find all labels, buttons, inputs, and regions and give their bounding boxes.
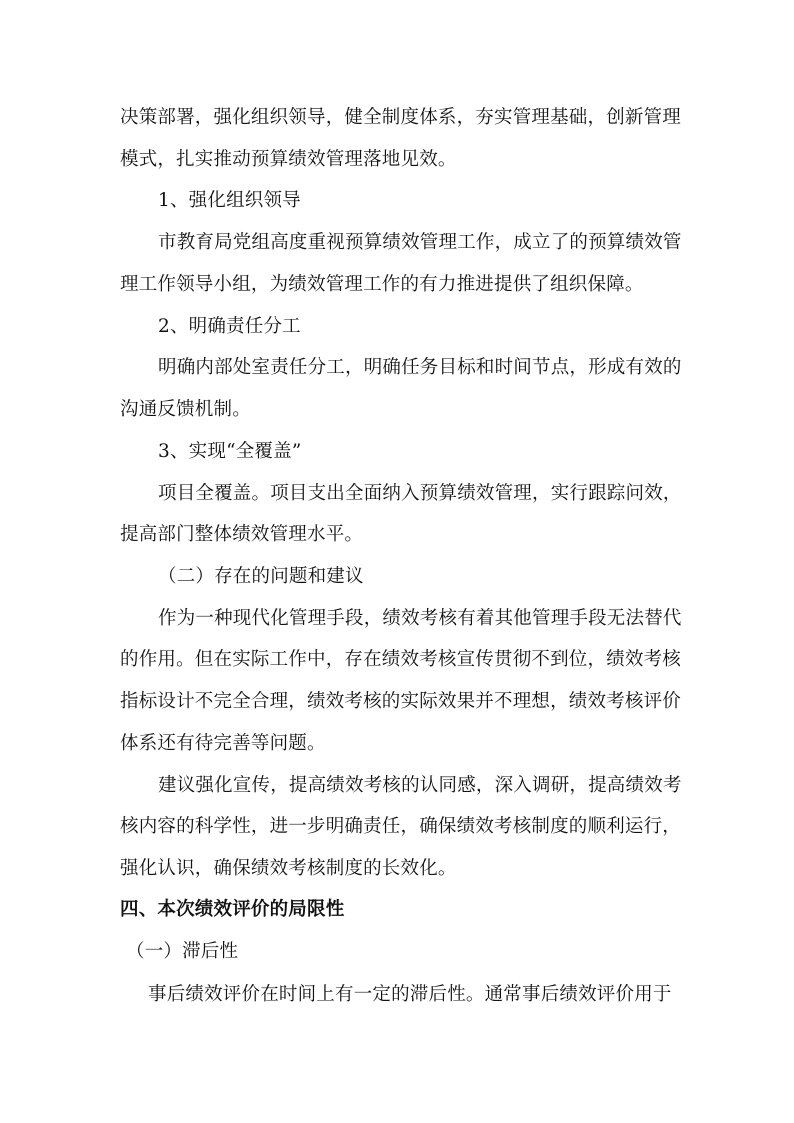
paragraph-line: 沟通反馈机制。 [120,399,251,420]
paragraph-line: 模式，扎实推动预算绩效管理落地见效。 [120,149,457,170]
paragraph-line: 体系还有待完善等问题。 [120,733,326,754]
paragraph-line: 理工作领导小组，为绩效管理工作的有力推进提供了组织保障。 [120,274,644,295]
paragraph-line: 明确内部处室责任分工，明确任务目标和时间节点，形成有效的 [158,357,682,378]
paragraph-line: 建议强化宣传，提高绩效考核的认同感，深入调研，提高绩效考 [158,775,682,796]
subheading: （二）存在的问题和建议 [158,566,364,587]
section-heading: 四、本次绩效评价的局限性 [120,899,345,920]
paragraph-line: 强化认识，确保绩效考核制度的长效化。 [120,858,457,879]
paragraph-line: 市教育局党组高度重视预算绩效管理工作，成立了的预算绩效管 [158,232,682,253]
subheading: 3、实现“全覆盖” [158,441,302,462]
paragraph-line: 作为一种现代化管理手段，绩效考核有着其他管理手段无法替代 [158,608,682,629]
paragraph-line: 核内容的科学性，进一步明确责任，确保绩效考核制度的顺利运行， [120,816,682,837]
paragraph-line: 提高部门整体绩效管理水平。 [120,524,364,545]
subheading: 2、明确责任分工 [158,316,301,337]
paragraph-line: 指标设计不完全合理，绩效考核的实际效果并不理想，绩效考核评价 [120,691,682,712]
paragraph-line: 项目全覆盖。项目支出全面纳入预算绩效管理，实行跟踪问效， [158,483,682,504]
paragraph-line: 的作用。但在实际工作中，存在绩效考核宣传贯彻不到位，绩效考核 [120,649,682,670]
paragraph-line: 事后绩效评价在时间上有一定的滞后性。通常事后绩效评价用于 [148,984,672,1005]
paragraph-line: 决策部署，强化组织领导，健全制度体系，夯实管理基础，创新管理 [120,107,682,128]
subheading: （一）滞后性 [126,941,239,962]
subheading: 1、强化组织领导 [158,190,301,211]
